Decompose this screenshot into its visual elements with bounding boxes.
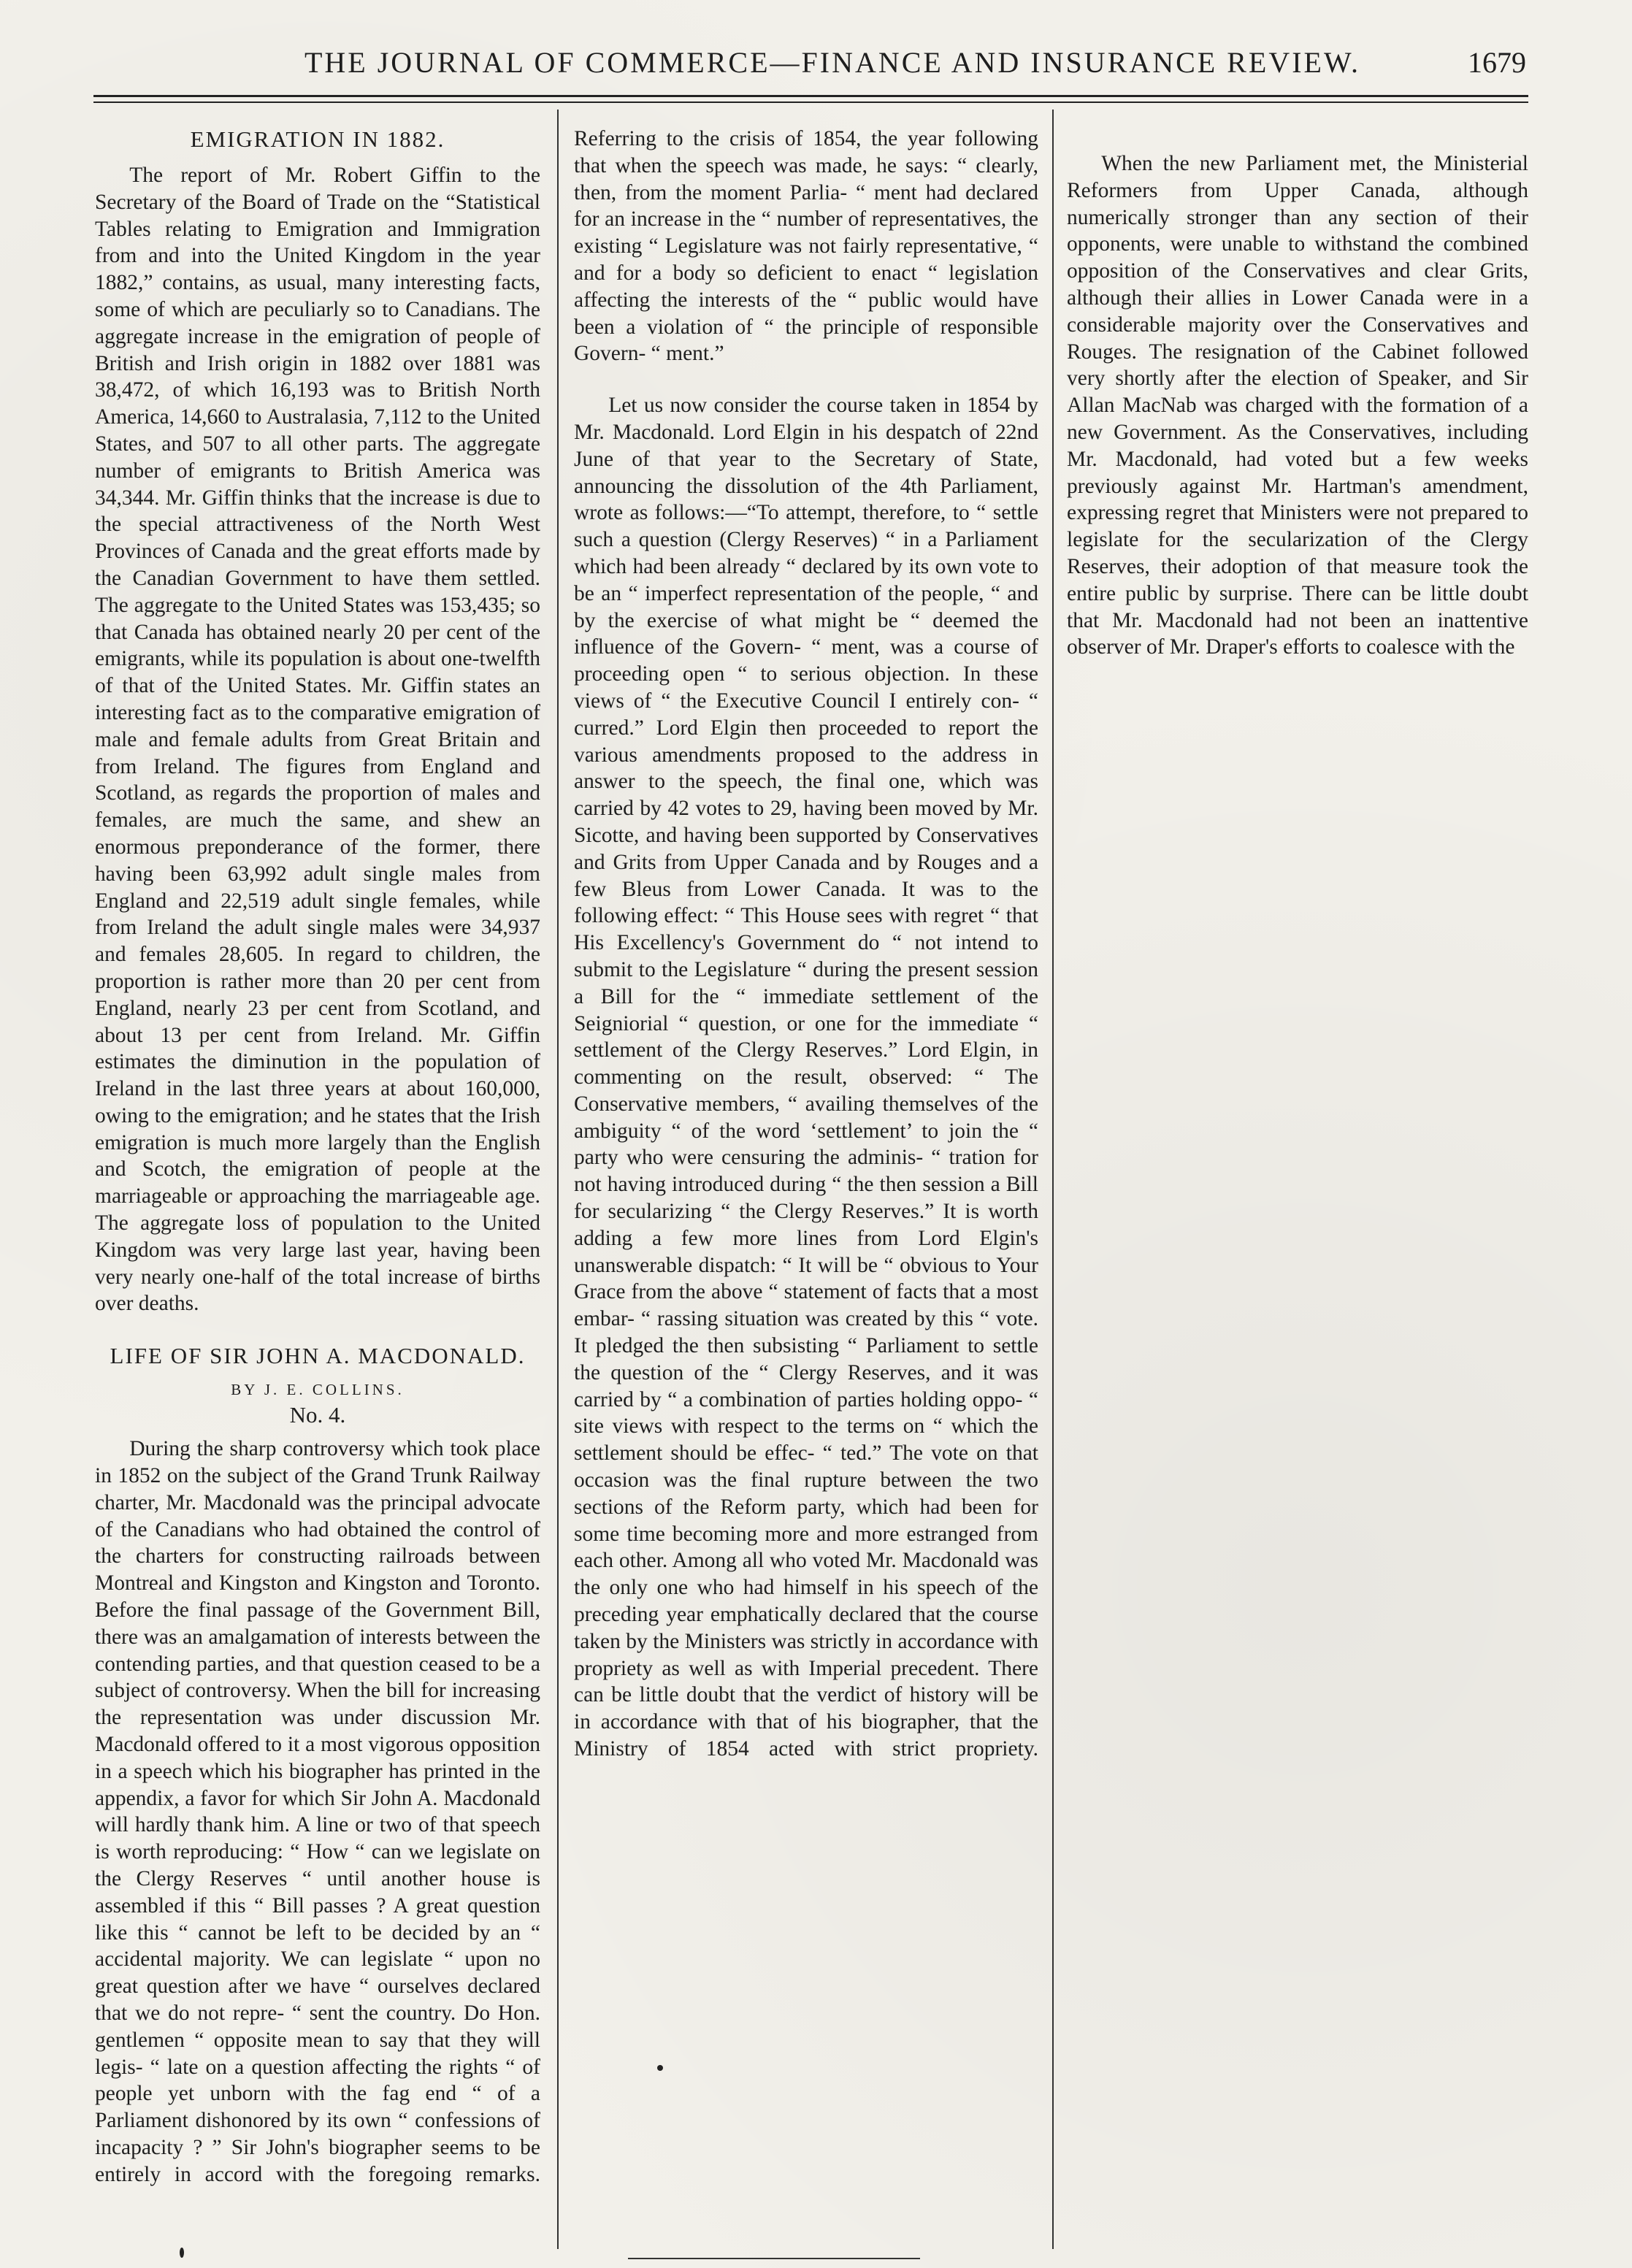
footer-rule <box>628 2258 920 2259</box>
macdonald-paragraph-1: During the sharp controversy which took place in 1852 on the subject of the Grand Trunk Railway charter, Mr. Macdonald was the principal advocate of the Canadians who had obtained the control of the charters for constructing railroads between Montreal and Kingston and Kingston and Toronto. Before the final passage of the Government Bill, there was an amalgamation of interests between the contending parties, and that question ceased to be a subject of controversy. When the bill for increasing the representation was under discussion Mr. Macdonald offered to it a most vigorous opposition in a speech which his biographer has printed in the appendix, a favor for which Sir John A. Macdonald will hardly thank him. A line or two of that speech is worth reproducing: “ How “ can we legislate on the Clergy Reserves “ until another house is assembled if this “ Bill passes ? A great question like this “ cannot be left to be decided by an “ accidental majority. We can legislate “ upon no great question after we have “ ourselves declared that we do not repre- “ sent the country. Do Hon. gentlemen “ opposite mean to say that they will legis- “ late on a question affecting the rights “ of people yet unborn with the fag end “ of a Parliament dishonored by its own “ confessions of incapacity ? ” Sir John's biographer seems to be entirely in accord with the foregoing remarks. <box>95 1437 540 2186</box>
macdonald-paragraph-2: Let us now consider the course taken in 1854 by Mr. Macdonald. Lord Elgin in his despatch of 22nd June of that year to the Secretary of State, announcing the dissolution of the 4th Parliament, wrote as follows:—“To attempt, therefore, to “ settle such a question (Clergy Reserves) “ in a Parliament which had been already “ declared by its own vote to be an “ imperfect representation of the people, “ and by the exercise of what might be “ deemed the influence of the Govern- “ ment, was a course of proceeding open “ to serious objection. In these views of “ the Executive Council I entirely con- “ curred.” Lord Elgin then proceeded to report the various amendments proposed to the address in answer to the speech, the final one, which was carried by 42 votes to 29, having been moved by Mr. Sicotte, and having been supported by Conservatives and Grits from Upper Canada and by Rouges and a few Bleus from Lower Canada. It was to the following effect: “ This House sees with regret “ that His Excellency's Government do “ not intend to submit to the Legislature “ during the present session a Bill for the “ immediate settlement of the Seigniorial “ question, or one for the immediate “ settlement of the Clergy Reserves.” Lord Elgin, in commenting on the result, observed: “ The Conservative members, “ availing themselves of the ambiguity “ of the word ‘settlement’ to join the “ party who were censuring the adminis- “ tration for not having introduced during “ the then session a Bill for secularizing “ the Clergy Reserves.” It is worth adding a few more lines from Lord Elgin's unanswerable dispatch: “ It will be “ obvious to Your Grace from the above “ statement of facts that a most embar- “ rassing situation was created by this “ vote. It pledged the then subsisting “ Parliament to settle the question of the “ Clergy Reserves, and it was carried by “ a combination of parties holding oppo- “ site views with respect to the terms on “ which the settlement should be effec- “ ted.” The vote on that occasion was the final rupture between the two sections of the Reform party, which had been for some time becoming more and more estranged from each other. Among all who voted Mr. Macdonald was the only one who had himself in his speech of the preceding year emphatically declared that the course taken by the Ministers was strictly in accordance with propriety as well as with Imperial precedent. There can be little doubt that the verdict of history will be in accordance with that of his biographer, that the Ministry of 1854 acted with strict propriety. <box>574 394 1038 1761</box>
section-gap <box>95 1317 540 1342</box>
paragraph-gap <box>574 367 1038 392</box>
column-right <box>1067 126 1528 661</box>
column-left <box>95 126 540 2188</box>
header-rule-bottom <box>93 101 1528 103</box>
page-header <box>95 45 1526 89</box>
article-number: No. 4. <box>289 1402 346 1428</box>
header-rule-top <box>93 95 1528 97</box>
macdonald-heading: LIFE OF SIR JOHN A. MACDONALD. <box>110 1343 526 1369</box>
ink-speck <box>180 2248 184 2258</box>
article-byline: BY J. E. COLLINS. <box>231 1381 405 1399</box>
journal-title: THE JOURNAL OF COMMERCE—FINANCE AND INSURANCE REVIEW. <box>304 46 1361 79</box>
column-divider-right <box>1052 110 1054 2249</box>
column-middle <box>574 126 1038 1763</box>
column-divider-left <box>557 110 559 2249</box>
ink-speck <box>657 2065 663 2071</box>
paragraph-gap <box>1067 126 1528 150</box>
emigration-paragraph: The report of Mr. Robert Giffin to the Secretary of the Board of Trade on the “Statistical Tables relating to Emigration and Immigration from and into the United Kingdom in the year 1882,” contains, as usual, many interesting facts, some of which are peculiarly so to Canadians. The aggregate increase in the emigration of people of British and Irish origin in 1882 over 1881 was 38,472, of which 16,193 was to British North America, 14,660 to Australasia, 7,112 to the United States, and 507 to all other parts. The aggregate number of emigrants to British America was 34,344. Mr. Giffin thinks that the increase is due to the special attractiveness of the North West Provinces of Canada and the great efforts made by the Canadian Government to have them settled. The aggregate to the United States was 153,435; so that Canada has obtained nearly 20 per cent of the emigrants, while its population is about one-twelfth of that of the United States. Mr. Giffin states an interesting fact as to the comparative emigration of male and female adults from Great Britain and from Ireland. The figures from England and Scotland, as regards the proportion of males and females, are much the same, and shew an enormous preponderance of the former, there having been 63,992 adult single males from England and 22,519 adult single females, while from Ireland the adult single males were 34,937 and females 28,605. In regard to children, the proportion is rather more than 20 per cent from England, nearly 23 per cent from Scotland, and about 13 per cent from Ireland. Mr. Giffin estimates the diminution in the population of Ireland in the last three years at about 160,000, owing to the emigration; and he states that the Irish emigration is much more largely than the English and Scotch, the emigration of people at the marriageable or approaching the marriageable age. The aggregate loss of population to the United Kingdom was very large last year, having been very nearly one-half of the total increase of births over deaths. <box>95 164 540 1316</box>
page-number: 1679 <box>1468 46 1526 79</box>
macdonald-paragraph-1-continued: Referring to the crisis of 1854, the year following that when the speech was made, he says: “ clearly, then, from the moment Parlia- “ ment had declared for an increase in the “ number of representatives, the existing “ Legislature was not fairly representative, “ and for a body so deficient to enact “ legislation affecting the interests of the “ public would have been a violation of “ the principle of responsible Govern- “ ment.” <box>574 127 1038 366</box>
macdonald-paragraph-3: When the new Parliament met, the Ministerial Reformers from Upper Canada, although numerically stronger than any section of their opponents, were unable to withstand the combined opposition of the Conservatives and clear Grits, although their allies in Lower Canada were in a considerable majority over the Conservatives and Rouges. The resignation of the Cabinet followed very shortly after the election of Speaker, and Sir Allan MacNab was charged with the formation of a new Government. As the Conservatives, including Mr. Macdonald, had voted but a few weeks previously against Mr. Hartman's amendment, expressing regret that Ministers were not prepared to legislate for the secularization of the Clergy Reserves, their adoption of that measure took the entire public by surprise. There can be little doubt that Mr. Macdonald had not been an inattentive observer of Mr. Draper's efforts to coalesce with the <box>1067 152 1528 659</box>
emigration-heading: EMIGRATION IN 1882. <box>190 126 445 152</box>
